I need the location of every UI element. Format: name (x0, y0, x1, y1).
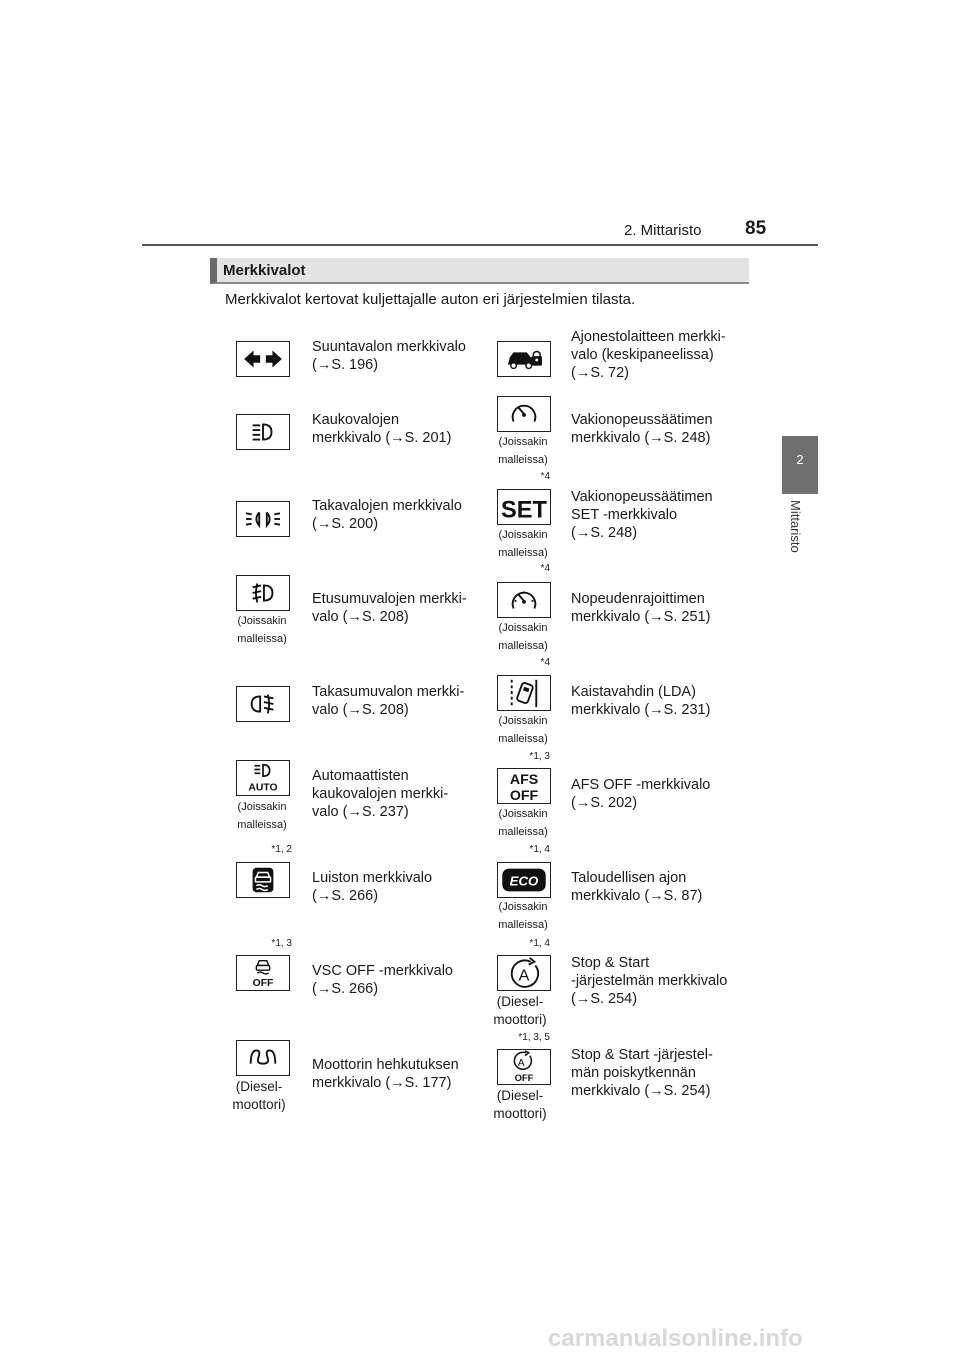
left-desc-4: Etusumuvalojen merkki- valo (→S. 208) (312, 591, 467, 625)
vsc-off-icon (236, 955, 290, 991)
right-sup-3: *4 (540, 471, 550, 482)
set-label: SET (501, 497, 547, 524)
right-note-9: (Diesel- moottori) (493, 1088, 547, 1121)
right-desc-1: Ajonestolaitteen merkki- valo (keskipaneelissa) (→S. 72) (571, 329, 726, 381)
glow-plug-icon (236, 1040, 290, 1076)
right-note-5: (Joissakin malleissa) (498, 715, 548, 745)
right-sup-6: *1, 3 (529, 751, 550, 762)
left-desc-7: Luiston merkkivalo (→S. 266) (312, 870, 433, 904)
chapter-tab-label: Mittaristo (788, 500, 803, 553)
right-sup-9: *1, 3, 5 (518, 1032, 550, 1043)
left-desc-6: Automaattisten kaukovalojen merkki- valo (→S. 237) (312, 768, 449, 820)
right-note-2: (Joissakin malleissa) (498, 436, 548, 466)
slip-indicator-icon (236, 862, 290, 898)
stop-start-off-icon (497, 1049, 551, 1085)
page-number: 85 (745, 218, 767, 239)
right-note-4: (Joissakin malleissa) (498, 622, 548, 652)
left-sup-7: *1, 2 (271, 844, 292, 855)
right-sup-7: *1, 4 (529, 844, 550, 855)
left-desc-8: VSC OFF -merkkivalo (→S. 266) (312, 963, 453, 997)
right-desc-8: Stop & Start -järjestelmän merkkivalo (→S. 254) (571, 955, 728, 1007)
watermark: carmanualsonline.info (548, 1325, 803, 1352)
left-desc-3: Takavalojen merkkivalo (→S. 200) (312, 498, 462, 532)
right-desc-5: Kaistavahdin (LDA) merkkivalo (→S. 231) (571, 684, 711, 718)
left-note-6: (Joissakin malleissa) (237, 801, 287, 831)
right-desc-3: Vakionopeussäätimen SET -merkkivalo (→S. 248) (571, 489, 713, 541)
eco-label: ECO (509, 873, 539, 889)
left-note-4: (Joissakin malleissa) (237, 615, 287, 645)
auto-high-beam-icon (236, 760, 290, 796)
speed-limiter-icon (497, 582, 551, 618)
right-desc-7: Taloudellisen ajon merkkivalo (→S. 87) (571, 870, 703, 904)
section-title: Merkkivalot (223, 262, 306, 279)
lane-departure-icon (497, 675, 551, 711)
tail-light-icon (236, 501, 290, 537)
vsc-off-label: OFF (252, 978, 274, 990)
section-intro: Merkkivalot kertovat kuljettajalle auton eri järjestelmien tilasta. (225, 291, 636, 308)
left-note-9: (Diesel- moottori) (232, 1079, 286, 1112)
eco-icon (497, 862, 551, 898)
stop-start-label: A (518, 966, 530, 985)
stop-start-off-a: A (517, 1058, 525, 1070)
left-desc-5: Takasumuvalon merkki- valo (→S. 208) (312, 684, 465, 718)
right-note-3: (Joissakin malleissa) (498, 529, 548, 559)
high-beam-icon (236, 414, 290, 450)
turn-signal-icon (236, 341, 290, 377)
right-note-6: (Joissakin malleissa) (498, 808, 548, 838)
left-desc-2: Kaukovalojen merkkivalo (→S. 201) (312, 412, 452, 446)
right-desc-6: AFS OFF -merkkivalo (→S. 202) (571, 777, 711, 811)
right-desc-9: Stop & Start -järjestel- män poiskytkennän merkkivalo (→S. 254) (571, 1047, 713, 1099)
left-desc-9: Moottorin hehkutuksen merkkivalo (→S. 177) (312, 1057, 459, 1091)
right-desc-4: Nopeudenrajoittimen merkkivalo (→S. 251) (571, 591, 711, 625)
cruise-set-icon (497, 489, 551, 525)
afs-label: AFS (509, 772, 539, 789)
chapter-title: 2. Mittaristo (624, 222, 702, 239)
chapter-tab-number: 2 (796, 452, 804, 467)
rear-fog-icon (236, 686, 290, 722)
header-divider (142, 244, 818, 246)
afs-off-icon (497, 768, 551, 804)
right-sup-8: *1, 4 (529, 938, 550, 949)
stop-start-off-label: OFF (514, 1073, 534, 1084)
right-sup-5: *4 (540, 657, 550, 668)
auto-label: AUTO (248, 782, 278, 794)
stop-start-icon (497, 955, 551, 991)
chapter-tab (782, 436, 818, 494)
right-note-8: (Diesel- moottori) (493, 994, 547, 1027)
cruise-control-icon (497, 396, 551, 432)
right-sup-4: *4 (540, 563, 550, 574)
afs-off-label: OFF (509, 788, 539, 803)
left-sup-8: *1, 3 (271, 938, 292, 949)
security-icon (497, 341, 551, 377)
right-desc-2: Vakionopeussäätimen merkkivalo (→S. 248) (571, 412, 713, 446)
front-fog-icon (236, 575, 290, 611)
right-note-7: (Joissakin malleissa) (498, 901, 548, 931)
left-desc-1: Suuntavalon merkkivalo (→S. 196) (312, 339, 466, 373)
